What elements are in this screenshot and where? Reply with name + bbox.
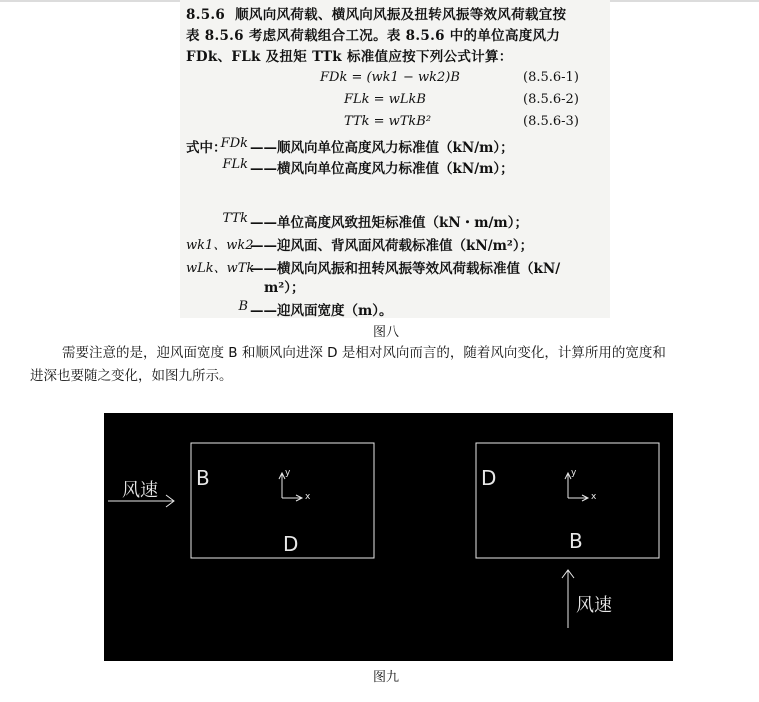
body-paragraph-line-2: 进深也要随之变化，如图九所示。 [30, 368, 233, 384]
spec-line-2: 表 8.5.6 考虑风荷载组合工况。表 8.5.6 中的单位高度风力 [186, 28, 561, 44]
def-desc-5-cont: m²）； [264, 280, 305, 296]
left-width-label: B [196, 466, 210, 490]
equation-3-number: (8.5.6-3) [523, 114, 579, 129]
right-width-label: B [569, 529, 583, 553]
def-term-6: B [238, 299, 248, 314]
def-desc-2: ——横风向单位高度风力标准值（kN/m）； [250, 161, 514, 177]
right-wind-label: 风速 [576, 595, 612, 616]
right-axis-icon [565, 473, 588, 501]
def-desc-1: ——顺风向单位高度风力标准值（kN/m）； [250, 140, 514, 156]
left-axis-icon [279, 473, 302, 501]
body-paragraph-line-1: 需要注意的是，迎风面宽度 B 和顺风向进深 D 是相对风向而言的，随着风向变化，计算所用的宽度和 [62, 345, 666, 361]
where-label: 式中： [186, 140, 227, 156]
right-axis-y-label: y [571, 468, 577, 478]
clause-text-1: 顺风向风荷载、横风向风振及扭转风振等效风荷载宜按 [235, 7, 567, 23]
def-term-2: FLk [222, 157, 248, 172]
def-term-3: TTk [222, 211, 248, 226]
equation-1-number: (8.5.6-1) [523, 70, 579, 85]
left-axis-y-label: y [285, 468, 291, 478]
equation-2-number: (8.5.6-2) [523, 92, 579, 107]
right-axis-x-label: x [591, 492, 597, 502]
right-depth-label: D [481, 466, 497, 490]
spec-line-1 [186, 6, 566, 24]
def-term-4: wk1、wk2 [186, 238, 254, 253]
right-wind-arrow [562, 570, 574, 628]
spec-line-3: FDk、FLk 及扭矩 TTk 标准值应按下列公式计算： [186, 49, 513, 65]
def-desc-3: ——单位高度风致扭矩标准值（kN・m/m）； [250, 215, 528, 231]
equation-1: FDk = (wk1 − wk2)B [320, 70, 460, 85]
clause-number: 8.5.6 [186, 7, 226, 23]
left-axis-x-label: x [305, 492, 311, 502]
left-depth-label: D [283, 532, 299, 556]
figure-9-caption: 图九 [373, 670, 400, 685]
figure-9-diagram [104, 413, 673, 661]
def-term-5: wLk、wTk [186, 261, 255, 276]
equation-2: FLk = wLkB [344, 92, 426, 107]
def-desc-4: ——迎风面、背风面风荷载标准值（kN/m²）； [250, 238, 534, 254]
def-term-1: FDk [220, 136, 248, 151]
figure-9 [104, 413, 673, 661]
right-building-outline [476, 443, 659, 558]
left-wind-label: 风速 [122, 480, 158, 501]
equation-3: TTk = wTkB² [344, 114, 432, 129]
def-desc-5: ——横风向风振和扭转风振等效风荷载标准值（kN/ [250, 261, 561, 277]
figure-8-caption: 图八 [373, 325, 400, 340]
def-desc-6: ——迎风面宽度（m）。 [250, 303, 393, 319]
